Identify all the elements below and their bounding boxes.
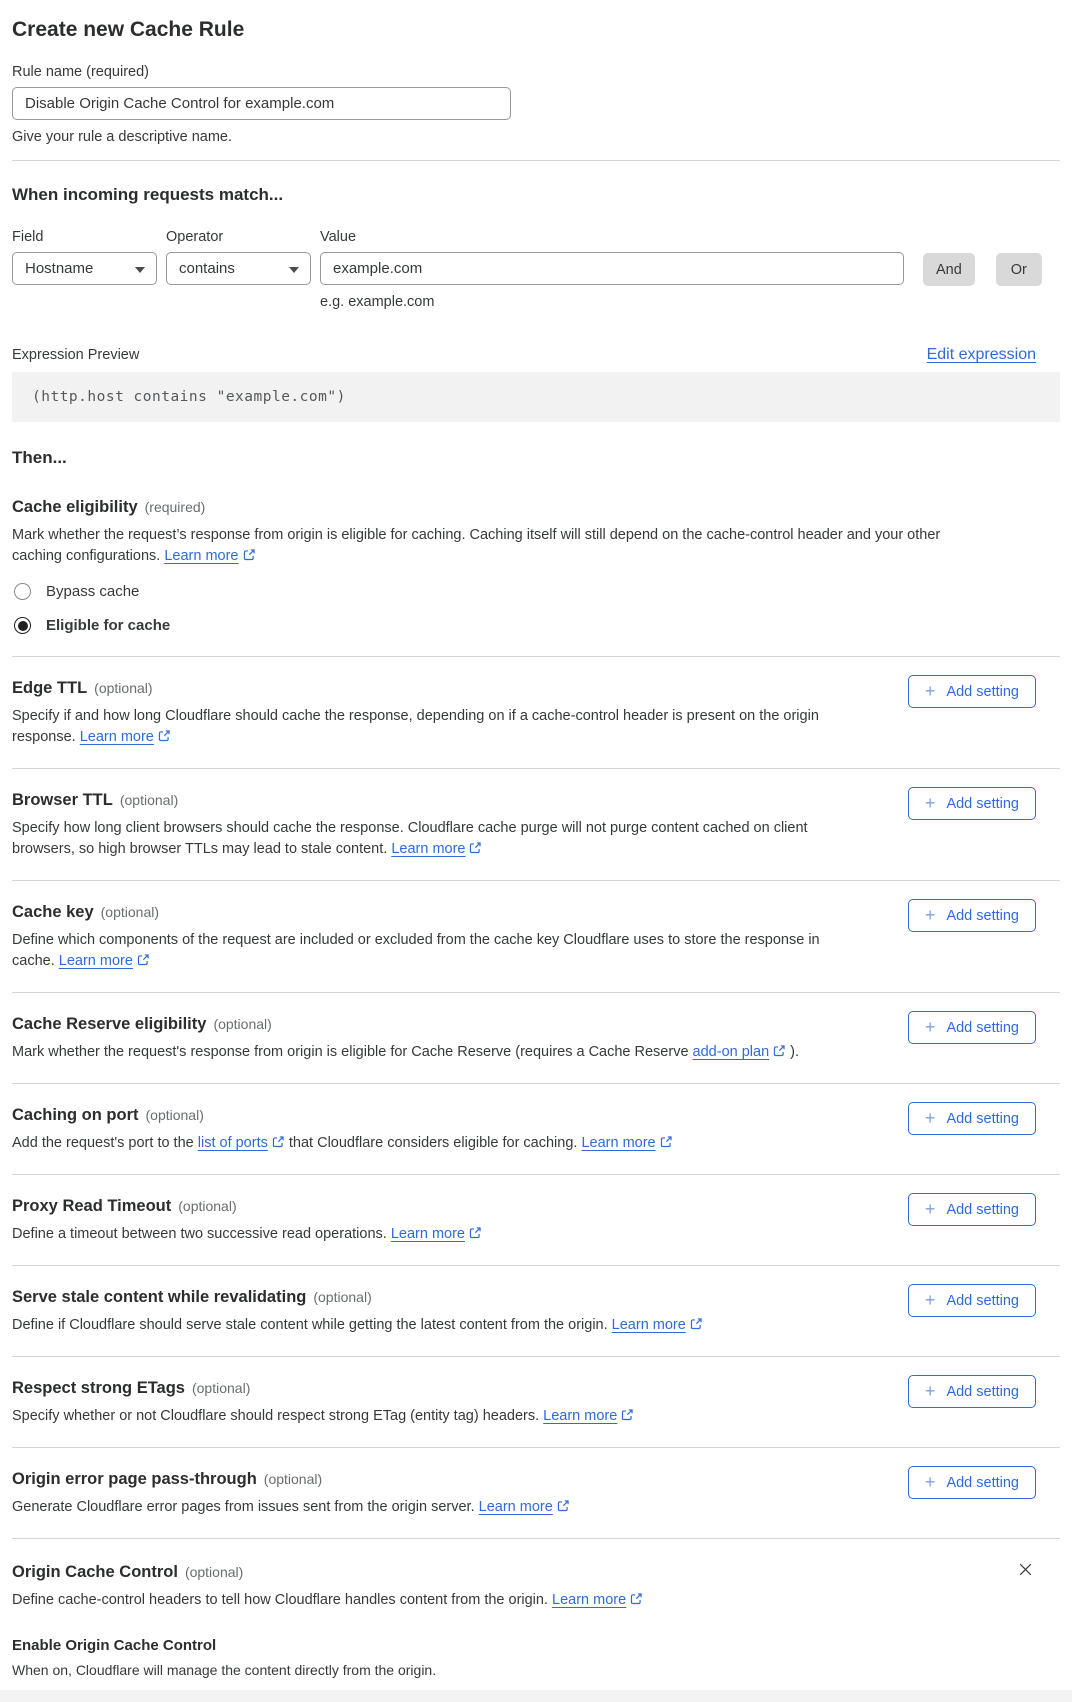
external-link-icon [621,1408,634,1421]
expression-code: (http.host contains "example.com") [32,389,346,405]
operator-select-value: contains [179,260,235,277]
optional-tag: (optional) [119,792,179,808]
radio-label: Eligible for cache [46,617,171,634]
link-learn-more[interactable]: Learn more [581,1135,656,1151]
field-label: Field [12,229,44,245]
plus-icon: + [924,681,936,701]
link-learn-more[interactable]: Learn more [543,1408,618,1424]
add-setting-label: Add setting [946,1201,1019,1218]
setting-title: Serve stale content while revalidating (optional) [12,1288,372,1306]
plus-icon: + [924,1017,936,1037]
add-setting-button-cache-key[interactable] [908,899,1036,932]
cache-eligibility-title [12,498,1060,517]
value-label: Value [320,229,357,245]
close-icon [1017,1561,1034,1578]
setting-title: Edge TTL (optional) [12,679,153,697]
link-list-of-ports[interactable]: list of ports [197,1135,268,1151]
optional-tag: (optional) [100,904,160,920]
cache-eligibility-title-text: Cache eligibility [12,498,138,516]
setting-description: Specify how long client browsers should cache the response. Cloudflare cache purge will not purge content cached on client browsers, so high browser TTLs may lead to stale content. Learn more [12,820,808,857]
plus-icon: + [924,1472,936,1492]
external-link-icon [137,953,150,966]
match-heading: When incoming requests match... [12,185,284,204]
external-link-icon [557,1499,570,1512]
add-setting-label: Add setting [946,907,1019,924]
plus-icon: + [924,1108,936,1128]
expression-header-row [12,346,1060,364]
link-add-on-plan[interactable]: add-on plan [692,1044,770,1060]
link-learn-more[interactable]: Learn more [390,1226,465,1242]
add-setting-label: Add setting [946,1383,1019,1400]
optional-tag: (optional) [178,1198,237,1214]
add-setting-button-origin-error-page-pass-through[interactable] [908,1466,1036,1499]
link-learn-more[interactable]: Learn more [391,841,466,857]
rule-name-label: Rule name (required) [12,64,150,80]
setting-description: Specify if and how long Cloudflare should cache the response, depending on if a cache-control header is present on the origin response. Learn more [12,708,819,745]
setting-title: Browser TTL (optional) [12,791,179,809]
radio-eligible-for-cache[interactable] [12,617,170,634]
setting-caching-on-port [12,1083,1060,1174]
setting-proxy-read-timeout [12,1174,1060,1265]
optional-tag: (optional) [191,1380,251,1396]
setting-cache-reserve-eligibility [12,992,1060,1083]
field-column [12,229,157,285]
add-setting-button-caching-on-port[interactable] [908,1102,1036,1135]
add-setting-label: Add setting [946,683,1019,700]
value-input[interactable] [320,252,904,285]
plus-icon: + [924,1199,936,1219]
setting-cache-key [12,880,1060,992]
external-link-icon [630,1592,643,1605]
value-helper: e.g. example.com [320,294,435,310]
rule-name-helper: Give your rule a descriptive name. [12,129,233,145]
operator-label: Operator [166,229,224,245]
add-setting-label: Add setting [946,795,1019,812]
optional-tag: (optional) [145,1107,204,1123]
field-select[interactable] [12,252,157,285]
and-button[interactable]: And [923,253,975,286]
radio-label: Bypass cache [46,583,140,600]
optional-tag: (optional) [184,1564,244,1580]
add-setting-button-proxy-read-timeout[interactable] [908,1193,1036,1226]
radio-icon [14,617,31,634]
link-learn-more[interactable]: Learn more [478,1499,553,1515]
setting-title: Proxy Read Timeout (optional) [12,1197,237,1215]
setting-title: Respect strong ETags (optional) [12,1379,251,1397]
expression-preview-label: Expression Preview [12,347,140,363]
add-setting-button-respect-strong-etags[interactable] [908,1375,1036,1408]
external-link-icon [158,729,171,742]
operator-select[interactable] [166,252,311,285]
setting-browser-ttl [12,768,1060,880]
page-title: Create new Cache Rule [12,18,245,41]
setting-edge-ttl [12,656,1060,768]
setting-origin-error-page-pass-through [12,1447,1060,1538]
cache-eligibility-options [12,583,1060,634]
operator-column [166,229,311,285]
setting-description: Specify whether or not Cloudflare should respect strong ETag (entity tag) headers. Learn more [12,1406,847,1427]
setting-title: Cache key (optional) [12,903,160,921]
add-setting-button-cache-reserve-eligibility[interactable] [908,1011,1036,1044]
radio-bypass-cache[interactable] [12,583,139,600]
link-learn-more[interactable]: Learn more [164,548,239,564]
cache-eligibility-section [12,498,1060,634]
external-link-icon [272,1135,285,1148]
external-link-icon [690,1317,703,1330]
then-heading: Then... [12,448,67,467]
panel-footer-strip [0,1690,1072,1702]
rule-name-block [12,64,1060,145]
expression-preview-box [12,372,1060,422]
field-select-value: Hostname [25,260,94,277]
external-link-icon [660,1135,673,1148]
add-setting-label: Add setting [946,1019,1019,1036]
origin-cache-control-description: Define cache-control headers to tell how Cloudflare handles content from the origin. Learn more [12,1590,957,1611]
setting-serve-stale-content-while-revalidating [12,1265,1060,1356]
cache-eligibility-description: Mark whether the request’s response from origin is eligible for caching. Caching itself will still depend on the cache-control header and your other caching configurations. Learn more [12,527,941,564]
optional-tag: (optional) [313,1289,372,1305]
add-setting-label: Add setting [946,1474,1019,1491]
setting-respect-strong-etags [12,1356,1060,1447]
add-setting-button-browser-ttl[interactable] [908,787,1036,820]
optional-tag: (optional) [263,1471,323,1487]
external-link-icon [469,1226,482,1239]
edit-expression-link[interactable]: Edit expression [926,346,1036,363]
setting-description: Define which components of the request are included or excluded from the cache key Cloudflare uses to store the response in cache. Learn more [12,932,820,969]
setting-description: Define if Cloudflare should serve stale content while getting the latest content from the origin. Learn more [12,1315,847,1336]
origin-cache-control-title [12,1563,1060,1582]
add-setting-label: Add setting [946,1292,1019,1309]
settings-list [12,656,1060,1538]
radio-icon [14,583,31,600]
enable-origin-cache-control-description: When on, Cloudflare will manage the content directly from the origin. [12,1662,437,1678]
origin-cache-control-title-text: Origin Cache Control [12,1563,178,1581]
external-link-icon [243,548,256,561]
connector-buttons [913,229,1042,286]
required-tag: (required) [144,499,206,515]
close-setting-button[interactable] [1015,1559,1036,1580]
link-learn-more[interactable]: Learn more [552,1592,627,1608]
setting-title: Origin error page pass-through (optional) [12,1470,323,1488]
origin-cache-control-section [12,1538,1060,1702]
rule-name-input[interactable] [12,87,511,120]
optional-tag: (optional) [94,680,153,696]
external-link-icon [469,841,482,854]
add-setting-label: Add setting [946,1110,1019,1127]
setting-description: Generate Cloudflare error pages from issues sent from the origin server. Learn more [12,1497,847,1518]
plus-icon: + [924,1381,936,1401]
plus-icon: + [924,793,936,813]
or-button[interactable]: Or [996,253,1042,286]
chevron-down-icon [289,267,299,273]
divider [12,160,1060,161]
setting-title: Caching on port (optional) [12,1106,204,1124]
add-setting-button-edge-ttl[interactable] [908,675,1036,708]
value-column [320,229,904,310]
setting-title: Cache Reserve eligibility (optional) [12,1015,272,1033]
external-link-icon [773,1044,786,1057]
enable-origin-cache-control-heading: Enable Origin Cache Control [12,1637,217,1654]
add-setting-button-serve-stale-content-while-revalidating[interactable] [908,1284,1036,1317]
link-learn-more[interactable]: Learn more [58,953,133,969]
link-learn-more[interactable]: Learn more [611,1317,686,1333]
match-condition-row [12,229,1060,310]
plus-icon: + [924,905,936,925]
link-learn-more[interactable]: Learn more [79,729,154,745]
setting-description: Add the request's port to the list of ports that Cloudflare considers eligible for caching. Learn more [12,1133,847,1154]
plus-icon: + [924,1290,936,1310]
optional-tag: (optional) [213,1016,272,1032]
setting-description: Define a timeout between two successive read operations. Learn more [12,1224,847,1245]
chevron-down-icon [135,267,145,273]
setting-description: Mark whether the request's response from origin is eligible for Cache Reserve (requires a Cache Reserve add-on plan ). [12,1044,800,1060]
